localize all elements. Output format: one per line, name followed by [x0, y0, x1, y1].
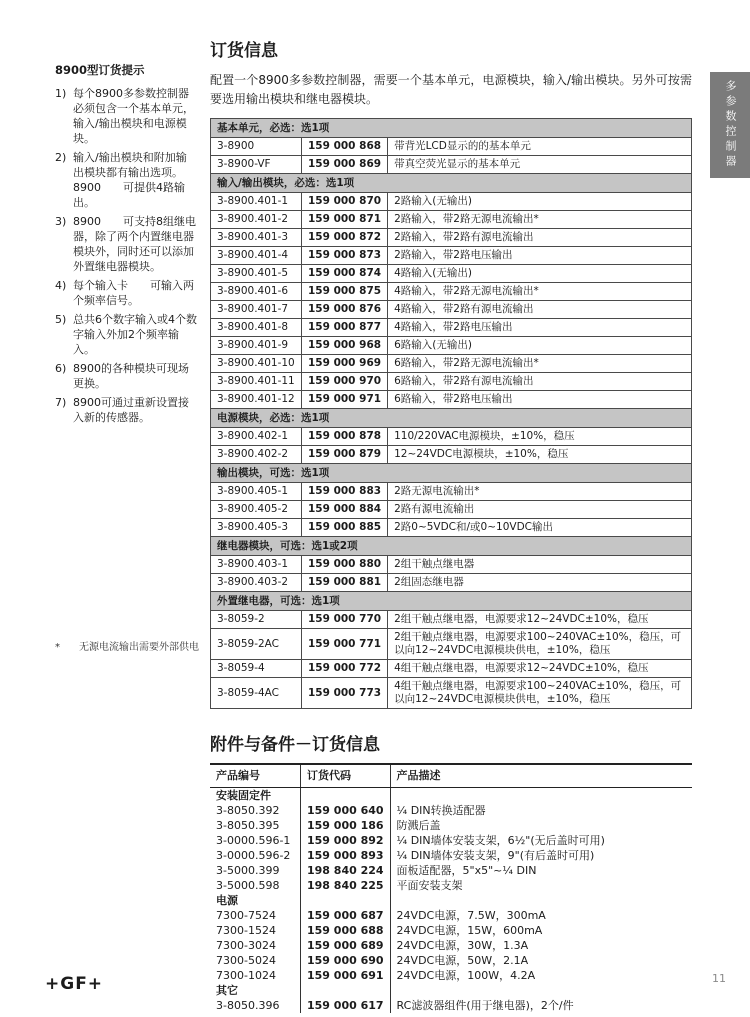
accessory-group-name: 安装固定件 [216, 788, 271, 802]
column-header-description: 产品描述 [390, 764, 692, 788]
description-cell: 4路输入，带2路无源电流输出* [388, 283, 692, 301]
order-section-header: 基本单元，必选：选1项 [211, 119, 692, 138]
description-cell: 平面安装支架 [390, 878, 692, 893]
part-number-cell: 3-8900.405-3 [211, 519, 302, 537]
part-number-cell: 3-0000.596-1 [216, 833, 291, 847]
order-code-cell: 198 840 224 [301, 863, 391, 878]
page-number: 11 [712, 972, 726, 985]
note-text: 8900可通过重新设置接入新的传感器。 [73, 396, 189, 424]
margin-notes-list [55, 86, 197, 425]
order-row [211, 355, 692, 373]
order-row [211, 283, 692, 301]
part-number-cell: 3-8900.401-11 [211, 373, 302, 391]
margin-note [55, 150, 197, 210]
accessory-row [210, 908, 692, 923]
order-row [211, 611, 692, 629]
column-header-order-code: 订货代码 [301, 764, 391, 788]
part-number-cell: 7300-7524 [216, 908, 276, 922]
order-row [211, 629, 692, 660]
order-code-cell: 159 000 871 [302, 211, 388, 229]
part-number-cell: 3-8900.401-7 [211, 301, 302, 319]
order-code-cell: 159 000 868 [302, 138, 388, 156]
part-number-cell: 3-8900.401-9 [211, 337, 302, 355]
order-row [211, 501, 692, 519]
description-cell: 4组干触点继电器，电源要求100~240VAC±10%，稳压，可以向12~24VDC电源模块供电，±10%，稳压 [388, 678, 692, 709]
part-number-cell: 3-8900.402-1 [211, 428, 302, 446]
margin-note [55, 86, 197, 146]
order-code-cell: 159 000 971 [302, 391, 388, 409]
order-code-cell: 159 000 186 [301, 818, 391, 833]
order-row [211, 391, 692, 409]
part-number-cell: 3-0000.596-2 [216, 848, 291, 862]
column-header-part-number: 产品编号 [210, 764, 301, 788]
note-text: 每个8900多参数控制器必须包含一个基本单元，输入/输出模块和电源模块。 [73, 87, 194, 145]
margin-note [55, 395, 197, 425]
accessory-row [210, 878, 692, 893]
accessory-row [210, 968, 692, 983]
page-title: 订货信息 [210, 41, 278, 61]
note-text: 总共6个数字输入或4个数字输入外加2个频率输入。 [73, 313, 197, 356]
description-cell: 6路输入，带2路无源电流输出* [388, 355, 692, 373]
description-cell: 6路输入，带2路有源电流输出 [388, 373, 692, 391]
description-cell: 2路无源电流输出* [388, 483, 692, 501]
order-code-cell: 159 000 881 [302, 574, 388, 592]
order-code-cell: 159 000 690 [301, 953, 391, 968]
description-cell: 24VDC电源，30W，1.3A [390, 938, 692, 953]
order-row [211, 574, 692, 592]
accessory-row [210, 998, 692, 1013]
description-cell: 面板适配器，5"x5"~¼ DIN [390, 863, 692, 878]
accessory-row [210, 863, 692, 878]
description-cell: 带背光LCD显示的的基本单元 [388, 138, 692, 156]
part-number-cell: 3-8900.402-2 [211, 446, 302, 464]
description-cell: 4路输入，带2路有源电流输出 [388, 301, 692, 319]
order-code-cell: 159 000 969 [302, 355, 388, 373]
description-cell: 带真空荧光显示的基本单元 [388, 156, 692, 174]
empty-cell [301, 983, 391, 998]
empty-cell [390, 788, 692, 804]
part-number-cell: 7300-1524 [216, 923, 276, 937]
description-cell: 4路输入(无输出) [388, 265, 692, 283]
accessories-title: 附件与备件－订货信息 [210, 735, 380, 755]
note-number: 3) [55, 215, 67, 228]
description-cell: 24VDC电源，50W，2.1A [390, 953, 692, 968]
part-number-cell: 3-8059-2 [211, 611, 302, 629]
accessory-row [210, 953, 692, 968]
description-cell: 24VDC电源，7.5W，300mA [390, 908, 692, 923]
order-code-cell: 159 000 970 [302, 373, 388, 391]
note-text: 每个输入卡 可输入两个频率信号。 [73, 279, 194, 307]
order-row [211, 138, 692, 156]
footnote-text: 无源电流输出需要外部供电 [79, 642, 199, 653]
intro-paragraph: 配置一个8900多参数控制器，需要一个基本单元，电源模块，输入/输出模块。另外可按需要选用输出模块和继电器模块。 [210, 73, 692, 106]
order-code-cell: 159 000 688 [301, 923, 391, 938]
description-cell: 防溅后盖 [390, 818, 692, 833]
order-row [211, 428, 692, 446]
margin-notes-title: 8900型订货提示 [55, 63, 145, 77]
order-row [211, 265, 692, 283]
part-number-cell: 3-8900.401-3 [211, 229, 302, 247]
order-section-row [211, 537, 692, 556]
description-cell: 4路输入，带2路电压输出 [388, 319, 692, 337]
order-code-cell: 159 000 770 [302, 611, 388, 629]
accessory-row [210, 938, 692, 953]
description-cell: 24VDC电源，100W，4.2A [390, 968, 692, 983]
order-code-cell: 159 000 877 [302, 319, 388, 337]
description-cell: 12~24VDC电源模块，±10%，稳压 [388, 446, 692, 464]
order-code-cell: 159 000 869 [302, 156, 388, 174]
part-number-cell: 7300-1024 [216, 968, 276, 982]
accessory-group-row [210, 983, 692, 998]
description-cell: 4组干触点继电器，电源要求12~24VDC±10%，稳压 [388, 660, 692, 678]
order-code-cell: 159 000 883 [302, 483, 388, 501]
order-code-cell: 159 000 968 [302, 337, 388, 355]
part-number-cell: 3-8900.403-2 [211, 574, 302, 592]
side-tab-label: 多参数控制器 [724, 80, 737, 170]
order-code-cell: 159 000 874 [302, 265, 388, 283]
part-number-cell: 3-8900-VF [211, 156, 302, 174]
accessories-header-row [210, 764, 692, 788]
gf-logo: +GF+ [45, 974, 104, 994]
order-row [211, 556, 692, 574]
order-code-cell: 159 000 772 [302, 660, 388, 678]
order-code-cell: 159 000 893 [301, 848, 391, 863]
note-text: 8900的各种模块可现场更换。 [73, 362, 189, 390]
description-cell: 2组干触点继电器，电源要求100~240VAC±10%，稳压，可以向12~24VDC电源模块供电，±10%，稳压 [388, 629, 692, 660]
order-row [211, 193, 692, 211]
note-number: 7) [55, 396, 67, 409]
part-number-cell: 3-8900.401-6 [211, 283, 302, 301]
order-row [211, 229, 692, 247]
part-number-cell: 3-8900.401-4 [211, 247, 302, 265]
note-number: 5) [55, 313, 67, 326]
note-number: 4) [55, 279, 67, 292]
part-number-cell: 3-8900.401-12 [211, 391, 302, 409]
empty-cell [390, 983, 692, 998]
order-code-cell: 159 000 640 [301, 803, 391, 818]
order-code-cell: 159 000 870 [302, 193, 388, 211]
margin-note [55, 278, 197, 308]
order-code-cell: 159 000 884 [302, 501, 388, 519]
order-row [211, 337, 692, 355]
order-code-cell: 159 000 885 [302, 519, 388, 537]
accessory-group-row [210, 893, 692, 908]
part-number-cell: 3-8900.401-1 [211, 193, 302, 211]
description-cell: 2组干触点继电器 [388, 556, 692, 574]
order-code-cell: 159 000 880 [302, 556, 388, 574]
order-code-cell: 159 000 771 [302, 629, 388, 660]
accessories-table [210, 763, 692, 1013]
order-row [211, 156, 692, 174]
order-code-cell: 159 000 687 [301, 908, 391, 923]
part-number-cell: 3-8050.392 [216, 803, 280, 817]
order-section-row [211, 174, 692, 193]
part-number-cell: 3-8050.395 [216, 818, 280, 832]
description-cell: 2路0~5VDC和/或0~10VDC输出 [388, 519, 692, 537]
order-code-cell: 198 840 225 [301, 878, 391, 893]
description-cell: 2路有源电流输出 [388, 501, 692, 519]
part-number-cell: 7300-5024 [216, 953, 276, 967]
order-code-cell: 159 000 872 [302, 229, 388, 247]
order-section-row [211, 592, 692, 611]
accessory-group-name: 其它 [216, 983, 238, 997]
order-row [211, 319, 692, 337]
description-cell: 6路输入(无输出) [388, 337, 692, 355]
order-row [211, 519, 692, 537]
part-number-cell: 3-8900.401-5 [211, 265, 302, 283]
order-row [211, 446, 692, 464]
description-cell: ¼ DIN墙体安装支架，9"(有后盖时可用) [390, 848, 692, 863]
order-code-cell: 159 000 876 [302, 301, 388, 319]
note-number: 1) [55, 87, 67, 100]
margin-note [55, 214, 197, 274]
part-number-cell: 3-8050.396 [216, 998, 280, 1012]
order-row [211, 211, 692, 229]
margin-note [55, 361, 197, 391]
part-number-cell: 3-8900.401-2 [211, 211, 302, 229]
order-row [211, 660, 692, 678]
order-section-row [211, 409, 692, 428]
order-row [211, 247, 692, 265]
order-row [211, 678, 692, 709]
main-content [210, 36, 692, 1013]
margin-note [55, 312, 197, 357]
empty-cell [301, 893, 391, 908]
part-number-cell: 3-8900 [211, 138, 302, 156]
order-code-cell: 159 000 875 [302, 283, 388, 301]
order-code-cell: 159 000 873 [302, 247, 388, 265]
description-cell: 2路输入，带2路无源电流输出* [388, 211, 692, 229]
footnote-asterisk: * [55, 642, 60, 653]
description-cell: RC滤波器组件(用于继电器)，2个/件 [390, 998, 692, 1013]
accessory-row [210, 818, 692, 833]
order-section-header: 输入/输出模块，必选：选1项 [211, 174, 692, 193]
description-cell: 2组固态继电器 [388, 574, 692, 592]
order-section-header: 外置继电器，可选：选1项 [211, 592, 692, 611]
order-code-cell: 159 000 773 [302, 678, 388, 709]
order-section-row [211, 464, 692, 483]
order-code-cell: 159 000 892 [301, 833, 391, 848]
order-code-cell: 159 000 878 [302, 428, 388, 446]
part-number-cell: 3-8900.405-2 [211, 501, 302, 519]
order-info-table [210, 118, 692, 709]
part-number-cell: 3-8059-4AC [211, 678, 302, 709]
empty-cell [390, 893, 692, 908]
note-text: 8900 可支持8组继电器，除了两个内置继电器模块外，同时还可以添加外置继电器模块。 [73, 215, 196, 273]
accessory-row [210, 848, 692, 863]
order-section-header: 输出模块，可选：选1项 [211, 464, 692, 483]
order-section-header: 电源模块，必选：选1项 [211, 409, 692, 428]
part-number-cell: 3-8900.401-10 [211, 355, 302, 373]
order-code-cell: 159 000 617 [301, 998, 391, 1013]
description-cell: ¼ DIN转换适配器 [390, 803, 692, 818]
description-cell: 2路输入，带2路有源电流输出 [388, 229, 692, 247]
accessory-row [210, 803, 692, 818]
order-row [211, 373, 692, 391]
order-section-header: 继电器模块，可选：选1或2项 [211, 537, 692, 556]
side-tab-multiparameter-controller [710, 72, 750, 178]
description-cell: ¼ DIN墙体安装支架，6½"(无后盖时可用) [390, 833, 692, 848]
description-cell: 24VDC电源，15W，600mA [390, 923, 692, 938]
part-number-cell: 3-5000.399 [216, 863, 280, 877]
margin-notes [55, 62, 197, 429]
order-code-cell: 159 000 689 [301, 938, 391, 953]
order-section-row [211, 119, 692, 138]
part-number-cell: 7300-3024 [216, 938, 276, 952]
accessory-row [210, 923, 692, 938]
order-code-cell: 159 000 691 [301, 968, 391, 983]
order-code-cell: 159 000 879 [302, 446, 388, 464]
accessory-group-row [210, 788, 692, 804]
note-number: 6) [55, 362, 67, 375]
part-number-cell: 3-5000.598 [216, 878, 280, 892]
accessory-group-name: 电源 [216, 893, 238, 907]
part-number-cell: 3-8900.401-8 [211, 319, 302, 337]
part-number-cell: 3-8059-4 [211, 660, 302, 678]
description-cell: 110/220VAC电源模块，±10%，稳压 [388, 428, 692, 446]
description-cell: 6路输入，带2路电压输出 [388, 391, 692, 409]
accessory-row [210, 833, 692, 848]
description-cell: 2组干触点继电器，电源要求12~24VDC±10%，稳压 [388, 611, 692, 629]
part-number-cell: 3-8900.405-1 [211, 483, 302, 501]
part-number-cell: 3-8900.403-1 [211, 556, 302, 574]
part-number-cell: 3-8059-2AC [211, 629, 302, 660]
empty-cell [301, 788, 391, 804]
description-cell: 2路输入(无输出) [388, 193, 692, 211]
note-number: 2) [55, 151, 67, 164]
order-row [211, 483, 692, 501]
order-row [211, 301, 692, 319]
description-cell: 2路输入，带2路电压输出 [388, 247, 692, 265]
footnote [55, 641, 225, 654]
note-text: 输入/输出模块和附加输出模块都有输出选项。8900 可提供4路输出。 [73, 151, 187, 209]
